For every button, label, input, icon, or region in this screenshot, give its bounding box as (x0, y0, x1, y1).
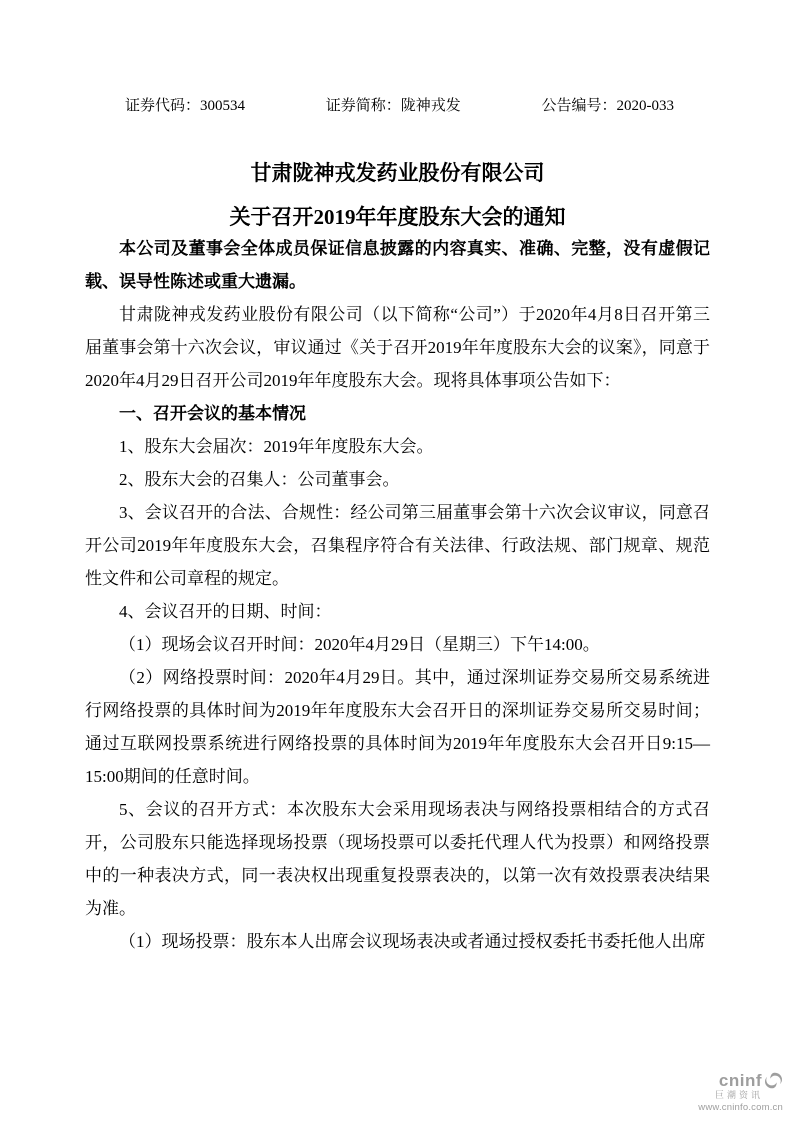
item-3-legality: 3、会议召开的合法、合规性：经公司第三届董事会第十六次会议审议，同意召开公司2019年年度股东大会，召集程序符合有关法律、行政法规、部门规章、规范性文件和公司章程的规定。 (85, 503, 710, 588)
stock-short-name: 证券简称：陇神戎发 (325, 98, 461, 114)
item-4-2-online-voting-time: （2）网络投票时间：2020年4月29日。其中，通过深圳证券交易所交易系统进行网络投票的具体时间为2019年年度股东大会召开日的深圳证券交易所交易时间；通过互联网投票系统进行网络投票的具体时间为2019年年度股东大会召开日9:15—15:00期间的任意时间。 (85, 668, 710, 786)
cninfo-watermark (698, 1071, 783, 1113)
item-4-1-onsite-time: （1）现场会议召开时间：2020年4月29日（星期三）下午14:00。 (119, 635, 600, 654)
disclosure-notice: 本公司及董事会全体成员保证信息披露的内容真实、准确、完整，没有虚假记载、误导性陈述或重大遗漏。 (85, 239, 710, 291)
cninfo-chinese-name: 巨潮资讯 (714, 1089, 763, 1100)
item-4-date-time: 4、会议召开的日期、时间： (119, 602, 332, 621)
company-title: 甘肃陇神戎发药业股份有限公司 (250, 161, 545, 185)
announcement-number: 公告编号：2020-033 (541, 98, 674, 114)
item-1-meeting-session: 1、股东大会届次：2019年年度股东大会。 (119, 437, 434, 456)
section-1-heading: 一、召开会议的基本情况 (119, 404, 306, 423)
item-5-1-onsite-voting: （1）现场投票：股东本人出席会议现场表决或者通过授权委托书委托他人出席 (119, 932, 706, 951)
item-2-convener: 2、股东大会的召集人：公司董事会。 (119, 470, 400, 489)
cninfo-logo-text: cninf (718, 1070, 762, 1090)
stock-code: 证券代码：300534 (125, 98, 246, 114)
item-5-meeting-method: 5、会议的召开方式：本次股东大会采用现场表决与网络投票相结合的方式召开，公司股东只能选择现场投票（现场投票可以委托代理人代为投票）和网络投票中的一种表决方式，同一表决权出现重复投票表决的，以第一次有效投票表决结果为准。 (85, 800, 710, 918)
cninfo-logo-row (698, 1071, 783, 1090)
cninfo-swirl-icon (764, 1071, 783, 1090)
announcement-title: 关于召开2019年年度股东大会的通知 (229, 205, 566, 229)
intro-paragraph: 甘肃陇神戎发药业股份有限公司（以下简称“公司”）于2020年4月8日召开第三届董事会第十六次会议，审议通过《关于召开2019年年度股东大会的议案》，同意于2020年4月29日召开公司2019年年度股东大会。现将具体事项公告如下： (85, 305, 710, 390)
securities-header (85, 96, 710, 116)
cninfo-url: www.cninfo.com.cn (698, 1101, 783, 1113)
